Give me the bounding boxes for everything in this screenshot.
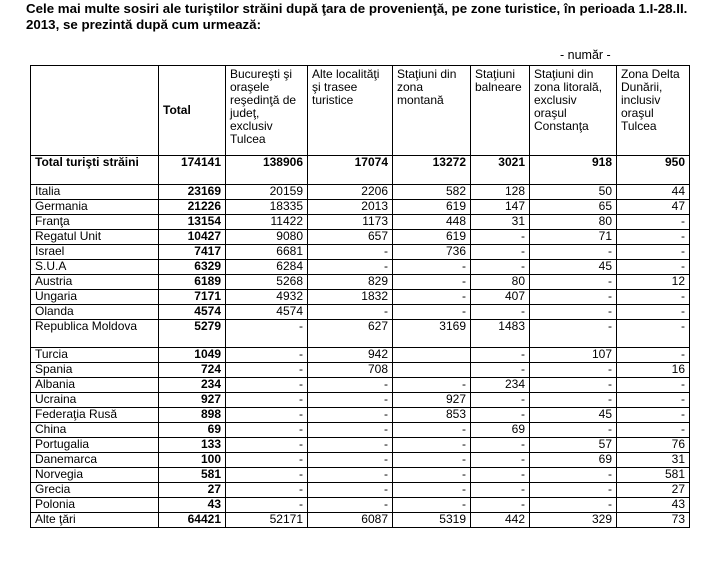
cell-balneare: 442 bbox=[471, 513, 530, 528]
cell-alte: 942 bbox=[308, 348, 393, 363]
cell-montana: 3169 bbox=[393, 320, 471, 348]
cell-alte: - bbox=[308, 305, 393, 320]
cell-montana: 736 bbox=[393, 245, 471, 260]
cell-delta: - bbox=[617, 290, 690, 305]
cell-bucuresti: - bbox=[226, 320, 308, 348]
cell-country: Federaţia Rusă bbox=[31, 408, 159, 423]
cell-bucuresti: 138906 bbox=[226, 156, 308, 185]
table-row bbox=[31, 348, 690, 363]
cell-litoral: - bbox=[530, 305, 617, 320]
cell-delta: 44 bbox=[617, 185, 690, 200]
cell-alte: - bbox=[308, 438, 393, 453]
cell-delta: 581 bbox=[617, 468, 690, 483]
table-row bbox=[31, 378, 690, 393]
cell-alte: 657 bbox=[308, 230, 393, 245]
table-row bbox=[31, 483, 690, 498]
cell-delta: - bbox=[617, 408, 690, 423]
cell-country: Republica Moldova bbox=[31, 320, 159, 348]
table-row bbox=[31, 230, 690, 245]
cell-litoral: - bbox=[530, 378, 617, 393]
cell-country: Italia bbox=[31, 185, 159, 200]
cell-alte: - bbox=[308, 408, 393, 423]
cell-litoral: - bbox=[530, 393, 617, 408]
cell-litoral: 918 bbox=[530, 156, 617, 185]
cell-montana: 619 bbox=[393, 230, 471, 245]
cell-balneare: - bbox=[471, 363, 530, 378]
cell-bucuresti: 4932 bbox=[226, 290, 308, 305]
header-row bbox=[31, 66, 690, 156]
cell-total: 7417 bbox=[159, 245, 226, 260]
cell-alte: 6087 bbox=[308, 513, 393, 528]
cell-montana: - bbox=[393, 290, 471, 305]
cell-montana: - bbox=[393, 498, 471, 513]
header-bucuresti: Bucureşti şi oraşele reşedinţă de judeţ, exclusiv Tulcea bbox=[226, 66, 308, 156]
cell-delta: 27 bbox=[617, 483, 690, 498]
cell-montana bbox=[393, 363, 471, 378]
cell-litoral: - bbox=[530, 468, 617, 483]
cell-delta: 950 bbox=[617, 156, 690, 185]
cell-montana: - bbox=[393, 378, 471, 393]
table-row bbox=[31, 498, 690, 513]
cell-montana: - bbox=[393, 260, 471, 275]
cell-litoral: 65 bbox=[530, 200, 617, 215]
table-row bbox=[31, 513, 690, 528]
table-row bbox=[31, 245, 690, 260]
header-delta: Zona Delta Dunării, inclusiv oraşul Tulcea bbox=[617, 66, 690, 156]
cell-country: Turcia bbox=[31, 348, 159, 363]
cell-montana: - bbox=[393, 423, 471, 438]
cell-delta: 43 bbox=[617, 498, 690, 513]
cell-bucuresti: - bbox=[226, 438, 308, 453]
cell-litoral: 107 bbox=[530, 348, 617, 363]
cell-montana: - bbox=[393, 483, 471, 498]
cell-balneare: - bbox=[471, 230, 530, 245]
cell-bucuresti: - bbox=[226, 378, 308, 393]
cell-total: 4574 bbox=[159, 305, 226, 320]
cell-total: 100 bbox=[159, 453, 226, 468]
cell-balneare: 3021 bbox=[471, 156, 530, 185]
cell-delta: - bbox=[617, 215, 690, 230]
cell-country: S.U.A bbox=[31, 260, 159, 275]
cell-delta: - bbox=[617, 393, 690, 408]
cell-balneare: - bbox=[471, 305, 530, 320]
cell-total: 23169 bbox=[159, 185, 226, 200]
table-row bbox=[31, 408, 690, 423]
cell-balneare: 407 bbox=[471, 290, 530, 305]
cell-litoral: - bbox=[530, 498, 617, 513]
cell-montana: 582 bbox=[393, 185, 471, 200]
intro-text: Cele mai multe sosiri ale turiştilor străini după ţara de provenienţă, pe zone turistice, în perioada 1.I-28.II. 2013, se prezintă după cum urmează: bbox=[26, 1, 688, 32]
cell-montana: 853 bbox=[393, 408, 471, 423]
cell-montana: - bbox=[393, 305, 471, 320]
cell-alte: - bbox=[308, 453, 393, 468]
cell-total: 581 bbox=[159, 468, 226, 483]
cell-alte: - bbox=[308, 393, 393, 408]
cell-country: Portugalia bbox=[31, 438, 159, 453]
cell-total: 6329 bbox=[159, 260, 226, 275]
table-row bbox=[31, 438, 690, 453]
cell-alte: - bbox=[308, 245, 393, 260]
cell-alte: - bbox=[308, 468, 393, 483]
cell-delta: 16 bbox=[617, 363, 690, 378]
cell-litoral: - bbox=[530, 320, 617, 348]
cell-country: Polonia bbox=[31, 498, 159, 513]
cell-montana: 619 bbox=[393, 200, 471, 215]
cell-litoral: - bbox=[530, 483, 617, 498]
cell-montana: - bbox=[393, 275, 471, 290]
cell-total: 5279 bbox=[159, 320, 226, 348]
cell-litoral: 329 bbox=[530, 513, 617, 528]
cell-balneare: 1483 bbox=[471, 320, 530, 348]
cell-montana: - bbox=[393, 468, 471, 483]
unit-label: - număr - bbox=[560, 48, 611, 62]
cell-total: 7171 bbox=[159, 290, 226, 305]
cell-litoral: 80 bbox=[530, 215, 617, 230]
cell-bucuresti: - bbox=[226, 453, 308, 468]
header-montana: Staţiuni din zona montană bbox=[393, 66, 471, 156]
cell-total: 64421 bbox=[159, 513, 226, 528]
table-row bbox=[31, 200, 690, 215]
cell-total: 898 bbox=[159, 408, 226, 423]
header-country bbox=[31, 66, 159, 156]
table-body bbox=[31, 156, 690, 528]
cell-litoral: - bbox=[530, 245, 617, 260]
cell-delta: - bbox=[617, 423, 690, 438]
cell-balneare: - bbox=[471, 468, 530, 483]
cell-bucuresti: 18335 bbox=[226, 200, 308, 215]
cell-balneare: - bbox=[471, 245, 530, 260]
cell-total: 69 bbox=[159, 423, 226, 438]
cell-country: Total turişti străini bbox=[31, 156, 159, 185]
cell-balneare: - bbox=[471, 483, 530, 498]
cell-montana: 13272 bbox=[393, 156, 471, 185]
cell-country: Ucraina bbox=[31, 393, 159, 408]
cell-montana bbox=[393, 348, 471, 363]
cell-bucuresti: 11422 bbox=[226, 215, 308, 230]
cell-delta: 31 bbox=[617, 453, 690, 468]
cell-litoral: 71 bbox=[530, 230, 617, 245]
cell-balneare: - bbox=[471, 260, 530, 275]
arrivals-table bbox=[30, 65, 690, 528]
cell-bucuresti: 6681 bbox=[226, 245, 308, 260]
cell-montana: 5319 bbox=[393, 513, 471, 528]
cell-balneare: - bbox=[471, 453, 530, 468]
table-row bbox=[31, 363, 690, 378]
cell-montana: - bbox=[393, 453, 471, 468]
cell-total: 1049 bbox=[159, 348, 226, 363]
cell-bucuresti: - bbox=[226, 423, 308, 438]
cell-alte: - bbox=[308, 260, 393, 275]
cell-bucuresti: - bbox=[226, 363, 308, 378]
cell-country: Albania bbox=[31, 378, 159, 393]
cell-balneare: 128 bbox=[471, 185, 530, 200]
cell-balneare: - bbox=[471, 408, 530, 423]
table-row bbox=[31, 260, 690, 275]
cell-delta: - bbox=[617, 230, 690, 245]
cell-alte: 627 bbox=[308, 320, 393, 348]
cell-balneare: 69 bbox=[471, 423, 530, 438]
cell-bucuresti: 20159 bbox=[226, 185, 308, 200]
table-row bbox=[31, 393, 690, 408]
cell-total: 133 bbox=[159, 438, 226, 453]
cell-montana: 927 bbox=[393, 393, 471, 408]
cell-litoral: 57 bbox=[530, 438, 617, 453]
cell-delta: - bbox=[617, 378, 690, 393]
cell-total: 21226 bbox=[159, 200, 226, 215]
table-row bbox=[31, 290, 690, 305]
cell-alte: 2013 bbox=[308, 200, 393, 215]
cell-delta: 47 bbox=[617, 200, 690, 215]
cell-bucuresti: - bbox=[226, 483, 308, 498]
table-row bbox=[31, 468, 690, 483]
cell-bucuresti: - bbox=[226, 393, 308, 408]
cell-country: Alte ţări bbox=[31, 513, 159, 528]
cell-balneare: - bbox=[471, 393, 530, 408]
cell-bucuresti: - bbox=[226, 468, 308, 483]
header-alte-localitati: Alte localităţi şi trasee turistice bbox=[308, 66, 393, 156]
cell-alte: - bbox=[308, 483, 393, 498]
cell-total: 724 bbox=[159, 363, 226, 378]
cell-alte: 708 bbox=[308, 363, 393, 378]
cell-litoral: 69 bbox=[530, 453, 617, 468]
cell-alte: 17074 bbox=[308, 156, 393, 185]
table-row bbox=[31, 275, 690, 290]
table-row bbox=[31, 320, 690, 348]
cell-alte: - bbox=[308, 423, 393, 438]
cell-litoral: 50 bbox=[530, 185, 617, 200]
header-total: Total bbox=[159, 66, 226, 156]
cell-bucuresti: 5268 bbox=[226, 275, 308, 290]
cell-delta: 76 bbox=[617, 438, 690, 453]
cell-alte: - bbox=[308, 378, 393, 393]
cell-country: Danemarca bbox=[31, 453, 159, 468]
cell-delta: - bbox=[617, 305, 690, 320]
cell-montana: - bbox=[393, 438, 471, 453]
table-row bbox=[31, 453, 690, 468]
cell-balneare: 234 bbox=[471, 378, 530, 393]
cell-country: Norvegia bbox=[31, 468, 159, 483]
cell-litoral: - bbox=[530, 290, 617, 305]
cell-total: 174141 bbox=[159, 156, 226, 185]
cell-total: 27 bbox=[159, 483, 226, 498]
header-balneare: Staţiuni balneare bbox=[471, 66, 530, 156]
cell-country: Grecia bbox=[31, 483, 159, 498]
cell-total: 10427 bbox=[159, 230, 226, 245]
table-row bbox=[31, 215, 690, 230]
cell-delta: - bbox=[617, 348, 690, 363]
cell-bucuresti: 4574 bbox=[226, 305, 308, 320]
cell-bucuresti: - bbox=[226, 348, 308, 363]
cell-delta: - bbox=[617, 320, 690, 348]
cell-delta: - bbox=[617, 245, 690, 260]
cell-balneare: 147 bbox=[471, 200, 530, 215]
cell-litoral: - bbox=[530, 423, 617, 438]
cell-litoral: - bbox=[530, 275, 617, 290]
cell-balneare: - bbox=[471, 438, 530, 453]
cell-delta: 73 bbox=[617, 513, 690, 528]
cell-total: 43 bbox=[159, 498, 226, 513]
cell-alte: 1173 bbox=[308, 215, 393, 230]
cell-balneare: - bbox=[471, 348, 530, 363]
cell-alte: 2206 bbox=[308, 185, 393, 200]
cell-balneare: 80 bbox=[471, 275, 530, 290]
cell-total: 234 bbox=[159, 378, 226, 393]
cell-bucuresti: 6284 bbox=[226, 260, 308, 275]
cell-total: 13154 bbox=[159, 215, 226, 230]
cell-country: Spania bbox=[31, 363, 159, 378]
cell-litoral: - bbox=[530, 363, 617, 378]
cell-delta: - bbox=[617, 260, 690, 275]
cell-country: Austria bbox=[31, 275, 159, 290]
cell-alte: 829 bbox=[308, 275, 393, 290]
cell-bucuresti: 9080 bbox=[226, 230, 308, 245]
cell-bucuresti: 52171 bbox=[226, 513, 308, 528]
cell-country: China bbox=[31, 423, 159, 438]
cell-alte: - bbox=[308, 498, 393, 513]
cell-montana: 448 bbox=[393, 215, 471, 230]
cell-country: Ungaria bbox=[31, 290, 159, 305]
cell-bucuresti: - bbox=[226, 408, 308, 423]
table-row bbox=[31, 185, 690, 200]
header-litoral: Staţiuni din zona litorală, exclusiv oraşul Constanţa bbox=[530, 66, 617, 156]
cell-litoral: 45 bbox=[530, 408, 617, 423]
cell-total: 6189 bbox=[159, 275, 226, 290]
cell-balneare: 31 bbox=[471, 215, 530, 230]
cell-delta: 12 bbox=[617, 275, 690, 290]
cell-country: Israel bbox=[31, 245, 159, 260]
table-row bbox=[31, 305, 690, 320]
cell-total: 927 bbox=[159, 393, 226, 408]
table-row bbox=[31, 423, 690, 438]
cell-country: Franţa bbox=[31, 215, 159, 230]
cell-alte: 1832 bbox=[308, 290, 393, 305]
total-row bbox=[31, 156, 690, 185]
cell-bucuresti: - bbox=[226, 498, 308, 513]
cell-litoral: 45 bbox=[530, 260, 617, 275]
cell-country: Olanda bbox=[31, 305, 159, 320]
cell-country: Germania bbox=[31, 200, 159, 215]
cell-balneare: - bbox=[471, 498, 530, 513]
cell-country: Regatul Unit bbox=[31, 230, 159, 245]
